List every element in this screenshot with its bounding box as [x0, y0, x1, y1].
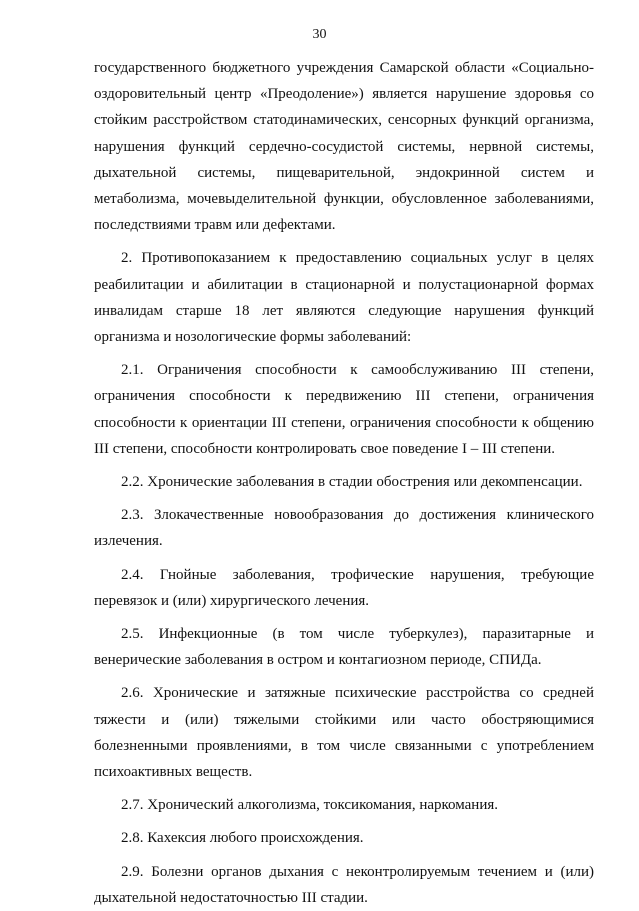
paragraph-item-2-1: 2.1. Ограничения способности к самообслуживанию III степени, ограничения способности к передвижению III степени, ограничения способности к ориентации III степени, ограничения способности к общению III степени, способности контролировать свое поведение I – III степени. [94, 362, 594, 457]
paragraph-item-2-2: 2.2. Хронические заболевания в стадии обострения или декомпенсации. [121, 474, 583, 491]
paragraph-item-2-8: 2.8. Кахексия любого происхождения. [121, 830, 364, 847]
paragraph-item-2-4: 2.4. Гнойные заболевания, трофические нарушения, требующие перевязок и (или) хирургического лечения. [94, 566, 594, 609]
document-body [94, 55, 594, 911]
paragraph-item-2-5: 2.5. Инфекционные (в том числе туберкулез), паразитарные и венерические заболевания в остром и контагиозном периоде, СПИДа. [94, 626, 594, 669]
page-number: 30 [312, 27, 327, 42]
paragraph-item-2: 2. Противопоказанием к предоставлению социальных услуг в целях реабилитации и абилитации в стационарной и полустационарной формах инвалидам старше 18 лет являются следующие нарушения функций организма и нозологические формы заболеваний: [94, 250, 594, 346]
paragraph-item-2-6: 2.6. Хронические и затяжные психические расстройства со средней тяжести и (или) тяжелыми стойкими или часто обостряющимися болезненными проявлениями, в том числе связанными с употреблением психоактивных веществ. [94, 685, 594, 781]
paragraph-item-2-7: 2.7. Хронический алкоголизма, токсикомания, наркомания. [121, 797, 498, 814]
paragraph-item-2-3: 2.3. Злокачественные новообразования до достижения клинического излечения. [94, 507, 594, 550]
paragraph-continuation: государственного бюджетного учреждения Самарской области «Социально-оздоровительный центр «Преодоление») является нарушение здоровья со стойким расстройством статодинамических, сенсорных функций организма, нарушения функций сердечно-сосудистой системы, нервной системы, дыхательной системы, пищеварительной, эндокринной систем и метаболизма, мочевыделительной функции, обусловленное заболеваниями, последствиями травм или дефектами. [94, 60, 594, 234]
paragraph-item-2-9: 2.9. Болезни органов дыхания с неконтролируемым течением и (или) дыхательной недостаточностью III стадии. [94, 863, 594, 906]
